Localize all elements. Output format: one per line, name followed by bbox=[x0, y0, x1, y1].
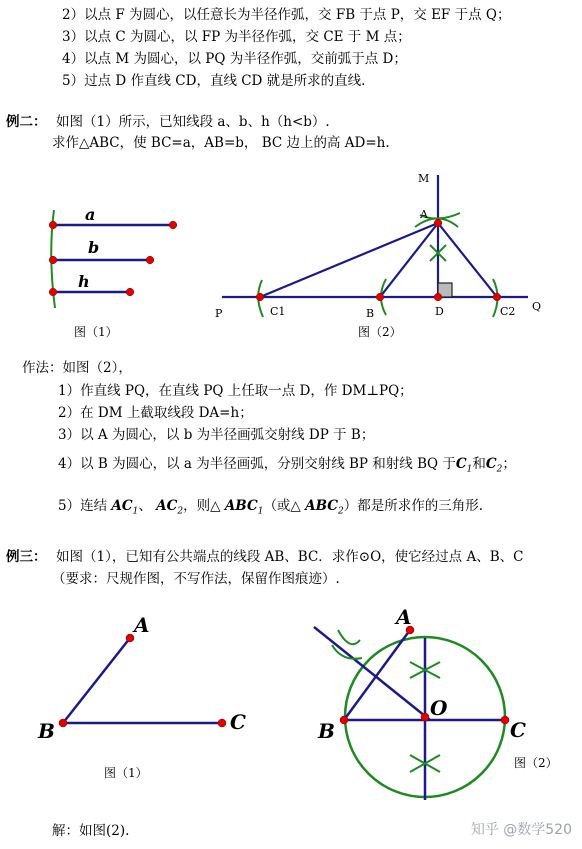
label-B: B bbox=[318, 719, 335, 743]
label-B: B bbox=[366, 307, 375, 320]
example2-line2: 求作△ABC，使 BC=a，AB=b， BC 边上的高 AD=h. bbox=[52, 135, 390, 151]
label-A: A bbox=[420, 208, 428, 221]
label-O: O bbox=[430, 696, 448, 720]
label-C: C bbox=[510, 718, 526, 742]
label-B: B bbox=[38, 719, 55, 743]
example3-title: 例三： bbox=[6, 549, 47, 565]
ex3-fig1-caption: 图（1） bbox=[104, 766, 148, 780]
solution-text: 解：如图(2). bbox=[52, 823, 130, 839]
label-M: M bbox=[418, 172, 430, 185]
label-C: C bbox=[230, 710, 246, 734]
ex2-figure2 bbox=[210, 165, 570, 345]
step-text: 3）以点 C 为圆心，以 FP 为半径作弧，交 CE 于 M 点； bbox=[62, 29, 411, 45]
label-a: a bbox=[85, 205, 96, 224]
ex3-figure2 bbox=[300, 600, 570, 805]
step-text: 2）在 DM 上截取线段 DA=h； bbox=[58, 405, 253, 421]
ex2-figure1 bbox=[40, 200, 190, 325]
step-text: 1）作直线 PQ，在直线 PQ 上任取一点 D，作 DM⊥PQ； bbox=[58, 383, 413, 399]
segment-AC1 bbox=[260, 223, 438, 297]
label-A: A bbox=[134, 613, 150, 637]
step-text: 5）过点 D 作直线 CD，直线 CD 就是所求的直线. bbox=[62, 73, 366, 89]
example2-line1: 如图（1）所示，已知线段 a、b、h（h<b）. bbox=[56, 114, 330, 130]
label-D: D bbox=[435, 305, 444, 318]
example3-line1: 如图（1），已知有公共端点的线段 AB、BC．求作⊙O，使它经过点 A、B、C bbox=[56, 549, 524, 565]
step-text: 4）以点 M 为圆心，以 PQ 为半径作弧，交前弧于点 D； bbox=[62, 51, 407, 67]
label-P: P bbox=[215, 307, 223, 320]
step4-text: 4）以 B 为圆心，以 a 为半径画弧，分别交射线 BP 和射线 BQ 于$C_1$和$C_2$； bbox=[58, 456, 516, 475]
step-text: 2）以点 F 为圆心，以任意长为半径作弧，交 FB 于点 P，交 EF 于点 Q； bbox=[62, 7, 511, 23]
step-text: 3）以 A 为圆心，以 b 为半径画弧交射线 DP 于 B； bbox=[58, 427, 375, 443]
label-b: b bbox=[88, 238, 100, 257]
label-C1: C1 bbox=[270, 305, 286, 318]
ex2-fig2-caption: 图（2） bbox=[358, 325, 402, 339]
label-A: A bbox=[396, 605, 412, 629]
label-h: h bbox=[78, 272, 90, 291]
step5-text: 5）连结 $AC_1$、 $AC_2$，则△ $ABC_1$（或△ $ABC_2$）都是所求作的三角形. bbox=[58, 498, 484, 517]
method-title: 作法：如图（2）， bbox=[22, 360, 132, 376]
ex2-fig1-caption: 图（1） bbox=[74, 325, 118, 339]
label-C2: C2 bbox=[500, 305, 516, 318]
segment-AB bbox=[63, 638, 130, 723]
ex3-figure1 bbox=[30, 605, 260, 755]
watermark: 知乎 @数学520 bbox=[470, 822, 572, 838]
example3-line2: （要求：尺规作图，不写作法，保留作图痕迹）. bbox=[52, 571, 340, 587]
label-Q: Q bbox=[532, 300, 542, 313]
ex3-fig2-caption: 图（2） bbox=[514, 756, 558, 770]
perp-bisector-AB bbox=[314, 627, 430, 720]
example2-title: 例二： bbox=[6, 114, 47, 130]
